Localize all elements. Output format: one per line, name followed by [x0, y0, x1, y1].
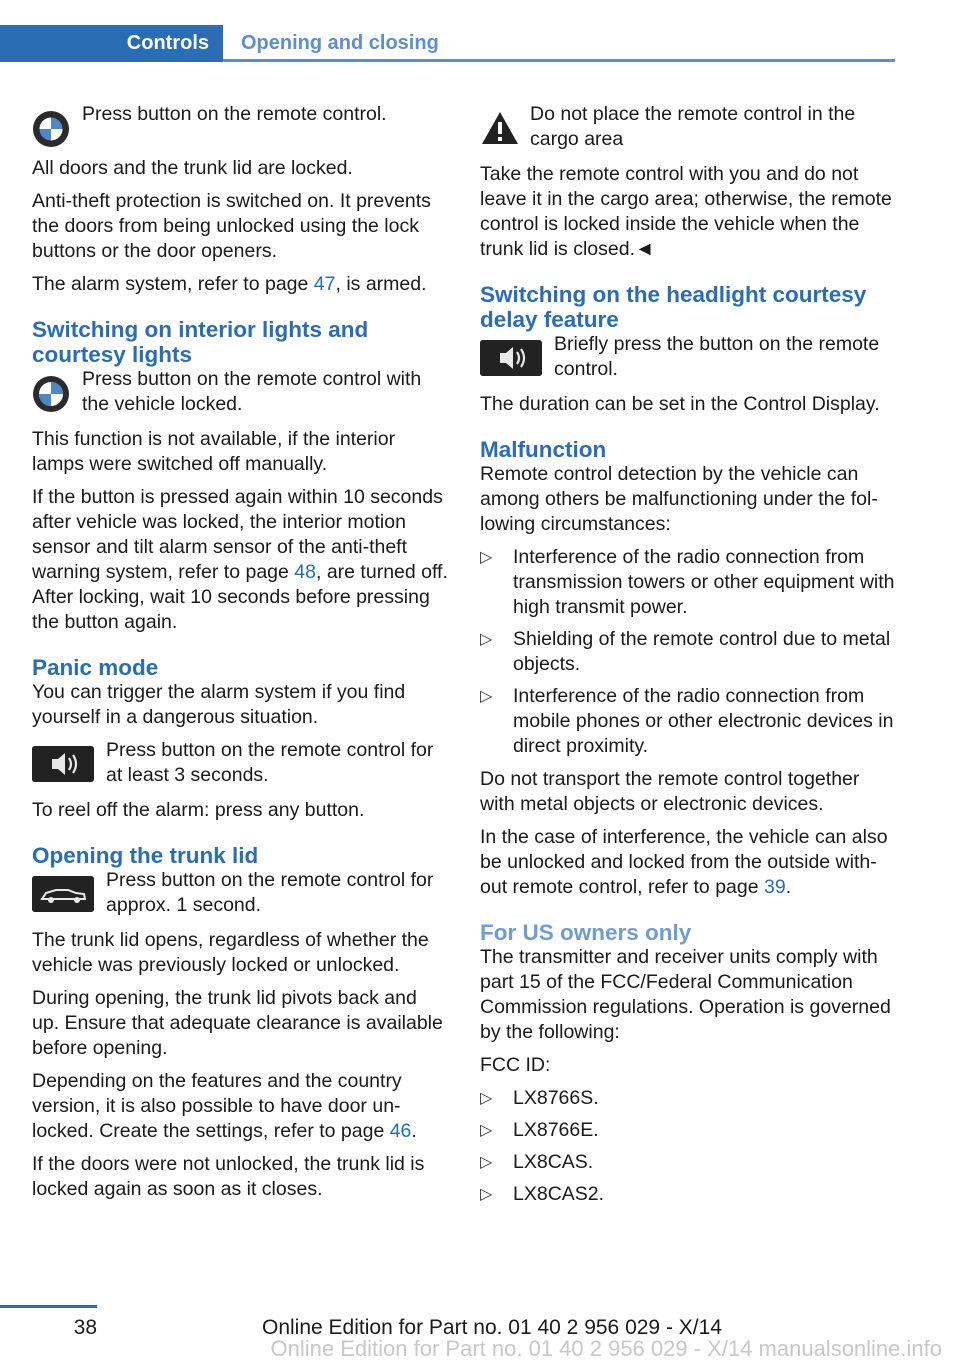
panic-step: Press button on the remote control for at least 3 seconds. — [106, 739, 434, 786]
motion-sensor-text: If the button is pressed again within 10 seconds after vehicle was locked, the interior motion sensor and tilt alarm sensor of the anti-theft warning system, refer to page 48, are turned off. After locking, wait 10 seconds before pressing the button again. — [32, 486, 448, 633]
car-trunk-button-icon — [32, 876, 94, 912]
headlight-instruction — [480, 332, 896, 382]
heading-panic-mode: Panic mode — [32, 655, 159, 680]
speaker-button-icon — [32, 746, 94, 782]
list-item: ▷ LX8766S. — [480, 1087, 599, 1109]
bullet-triangle-icon: ▷ — [480, 688, 493, 705]
edition-text: Online Edition for Part no. 01 40 2 956 029 - X/14 — [262, 1316, 722, 1339]
page-link-47[interactable]: 47 — [313, 273, 336, 295]
trunk-clearance-text: During opening, the trunk lid pivots back and up. Ensure that adequate clearance is available before opening. — [32, 987, 443, 1059]
heading-malfunction: Malfunction — [480, 437, 607, 462]
speaker-button-icon — [480, 340, 542, 376]
list-item: ▷ Interference of the radio connection from mobile phones or other electronic devices in direct proximity. — [480, 685, 894, 757]
fcc-id-list — [480, 1086, 896, 1207]
header-rule — [223, 59, 895, 62]
alarm-armed-text: The alarm system, refer to page 47, is armed. — [32, 273, 427, 295]
relock-text: If the doors were not unlocked, the trunk lid is locked again as soon as it closes. — [32, 1153, 425, 1200]
bmw-lock-instruction — [32, 102, 448, 146]
fcc-id-label: FCC ID: — [480, 1054, 551, 1076]
trunk-instruction — [32, 868, 448, 918]
watermark: Online Edition for Part no. 01 40 2 956 029 - X/14 manualsonline.info — [270, 1336, 942, 1361]
bullet-triangle-icon: ▷ — [480, 549, 493, 566]
page-link-39[interactable]: 39 — [764, 876, 786, 898]
bullet-triangle-icon: ▷ — [480, 1154, 493, 1171]
anti-theft-text: Anti-theft protection is switched on. It prevents the doors from being unlocked using the lock buttons or the door openers. — [32, 190, 431, 262]
heading-interior-lights: Switching on interior lights and courtesy lights — [32, 317, 369, 367]
doors-locked-text: All doors and the trunk lid are locked. — [32, 157, 353, 179]
page-header — [0, 25, 895, 62]
fcc-text: The transmitter and receiver units comply with part 15 of the FCC/Federal Communication Commission regulations. Operation is governed by the following: — [480, 946, 891, 1043]
heading-headlight: Switching on the headlight courtesy delay feature — [480, 282, 867, 332]
list-item: ▷ LX8CAS2. — [480, 1183, 605, 1205]
transport-text: Do not transport the remote control together with metal objects or electronic devices. — [480, 768, 860, 815]
bmw-logo-icon — [32, 375, 70, 413]
cargo-warning — [480, 102, 896, 152]
door-unlock-text: Depending on the features and the country version, it is also possible to have door unlocked. Create the settings, refer to page 46. — [32, 1070, 417, 1142]
lock-instruction: Press button on the remote control. — [82, 103, 387, 125]
section-tab: Controls — [0, 25, 223, 62]
interior-lamps-note: This function is not available, if the interior lamps were switched off manually. — [32, 428, 396, 475]
heading-us-owners: For US owners only — [480, 920, 692, 945]
malfunction-intro: Remote control detection by the vehicle can among others be malfunctioning under the following circumstances: — [480, 463, 878, 535]
interference-text: In the case of interference, the vehicle can also be unlocked and locked from the outside without remote control, refer to page 39. — [480, 826, 888, 898]
duration-text: The duration can be set in the Control Display. — [480, 393, 880, 415]
list-item: ▷ LX8766E. — [480, 1119, 599, 1141]
reel-off-text: To reel off the alarm: press any button. — [32, 799, 365, 821]
bullet-triangle-icon: ▷ — [480, 1090, 493, 1107]
warning-text: Take the remote control with you and do not leave it in the cargo area; otherwise, the remote control is locked inside the vehicle when the trunk lid is closed.◄ — [480, 163, 892, 260]
left-column — [32, 102, 448, 1210]
footer-rule — [0, 1305, 97, 1308]
interior-lights-step: Press button on the remote control with the vehicle locked. — [82, 368, 422, 415]
warning-triangle-icon — [480, 110, 520, 146]
list-item: ▷ Interference of the radio connection from transmission towers or other equipment with high transmit power. — [480, 546, 895, 618]
list-item: ▷ LX8CAS. — [480, 1151, 594, 1173]
list-item: ▷ Shielding of the remote control due to metal objects. — [480, 628, 891, 675]
page-number: 38 — [73, 1316, 97, 1339]
trunk-opens-text: The trunk lid opens, regardless of whether the vehicle was previously locked or unlocked. — [32, 929, 429, 976]
interior-lights-instruction — [32, 367, 448, 417]
page-link-46[interactable]: 46 — [389, 1120, 412, 1142]
panic-instruction — [32, 738, 448, 788]
bmw-logo-icon — [32, 110, 70, 148]
panic-intro: You can trigger the alarm system if you find yourself in a dangerous situation. — [32, 681, 406, 728]
page-link-48[interactable]: 48 — [294, 561, 316, 583]
bullet-triangle-icon: ▷ — [480, 1122, 493, 1139]
bullet-triangle-icon: ▷ — [480, 631, 493, 648]
headlight-step: Briefly press the button on the remote control. — [554, 333, 880, 380]
warning-title: Do not place the remote control in the cargo area — [530, 103, 856, 150]
trunk-step: Press button on the remote control for approx. 1 second. — [106, 869, 434, 916]
heading-trunk-lid: Opening the trunk lid — [32, 843, 259, 868]
subsection-tab: Opening and closing — [223, 25, 895, 62]
right-column — [480, 102, 896, 1215]
malfunction-list — [480, 545, 896, 759]
bullet-triangle-icon: ▷ — [480, 1186, 493, 1203]
